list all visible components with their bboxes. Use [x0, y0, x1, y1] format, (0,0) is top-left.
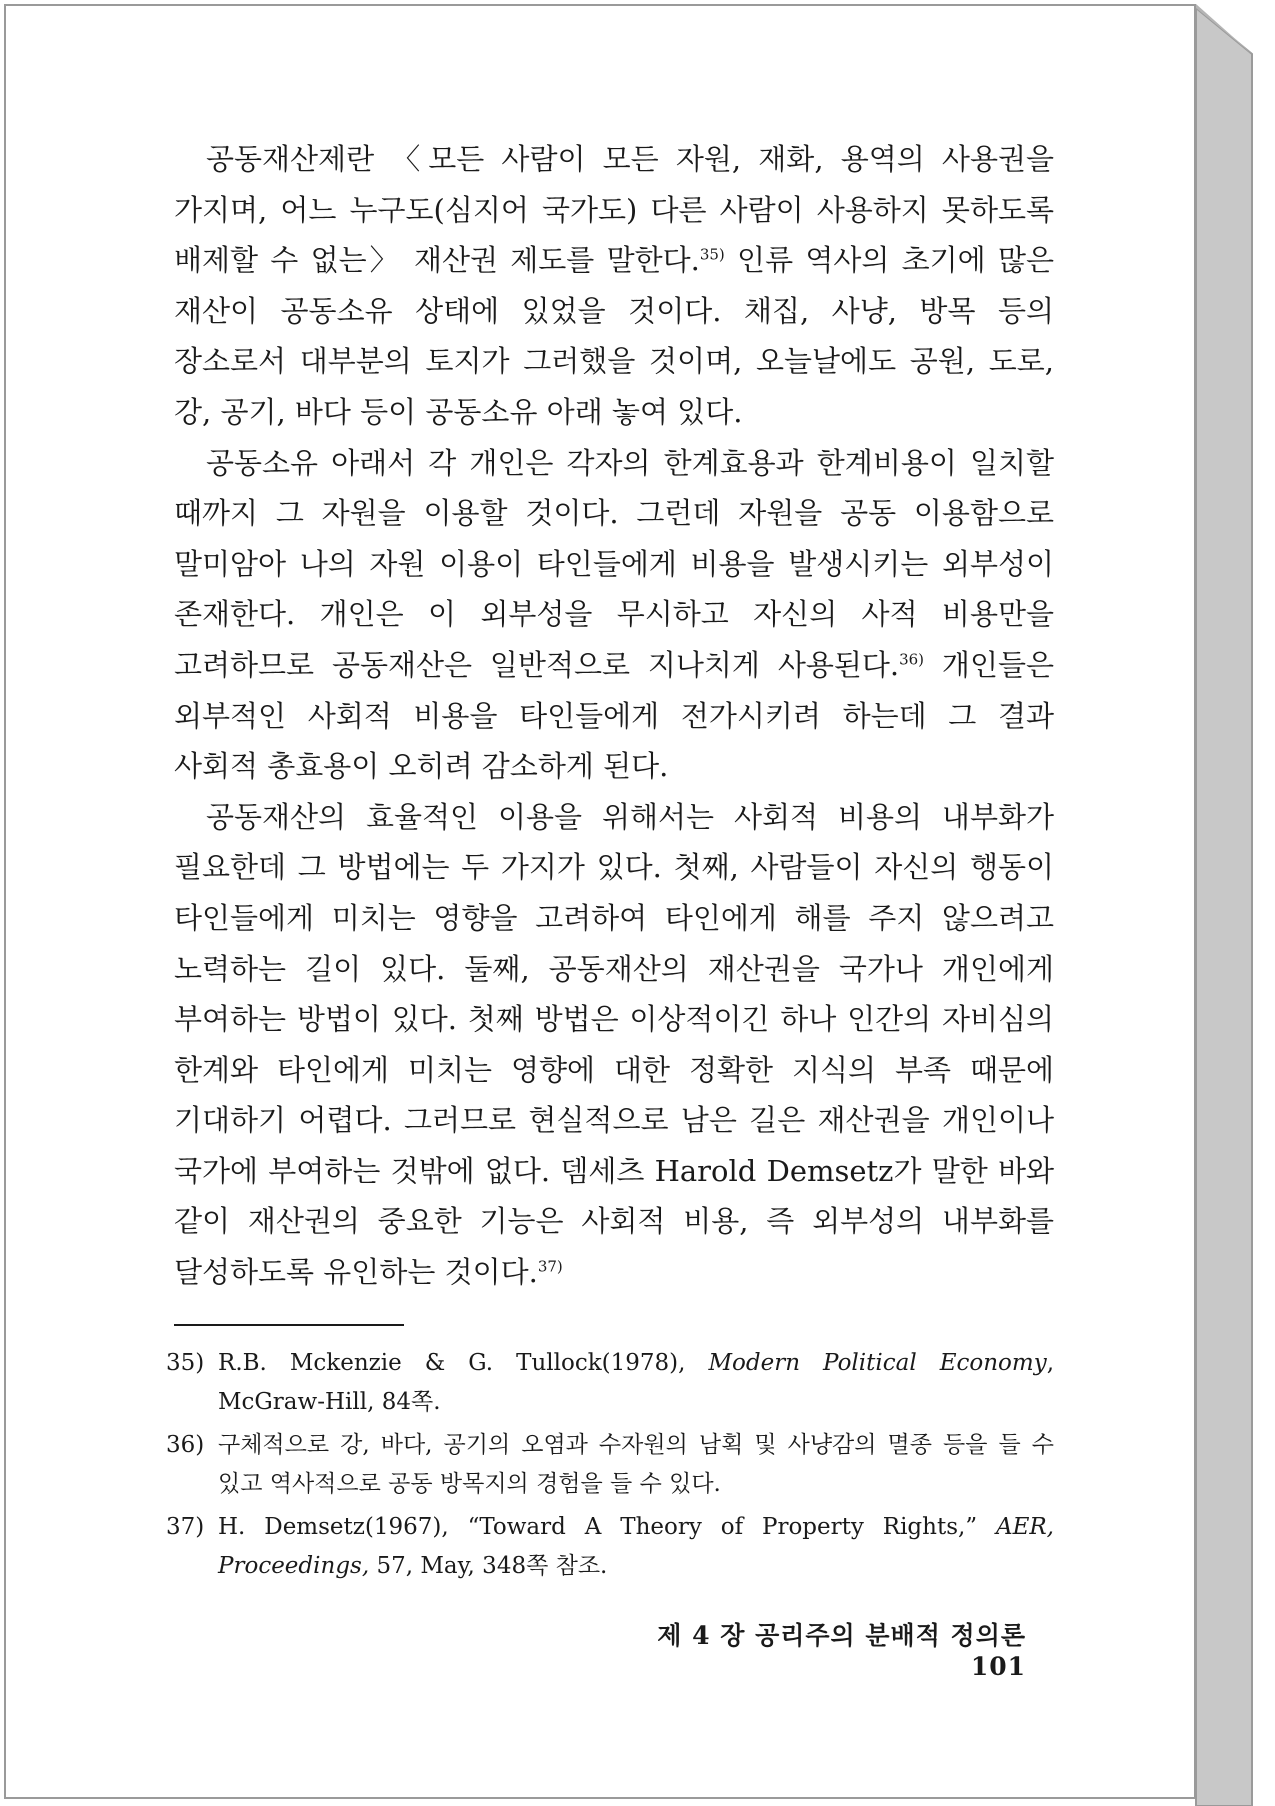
- footnote-text: R.B. Mckenzie & G. Tullock(1978),: [218, 1349, 709, 1376]
- paragraph-text-cont: 개인들은 외부적인 사회적 비용을 타인들에게 전가시키려 하는데 그 결과 사회적 총효용이 오히려 감소하게 된다.: [174, 647, 1054, 784]
- footnote-divider: [174, 1324, 404, 1326]
- footnote-ref-37[interactable]: 37): [537, 1257, 563, 1276]
- paragraph-2: [174, 438, 1054, 792]
- footnote-title: AER, Proceedings,: [218, 1513, 1054, 1579]
- footnote-title: Modern Political Economy: [708, 1349, 1047, 1376]
- footnote-text-cont: , McGraw-Hill, 84쪽.: [218, 1349, 1055, 1415]
- footnote-35: [166, 1344, 1055, 1422]
- running-footer: [606, 1616, 1026, 1681]
- footnote-number: 36): [166, 1431, 205, 1458]
- footnote-text: 구체적으로 강, 바다, 공기의 오염과 수자원의 남획 및 사냥감의 멸종 등을 들 수 있고 역사적으로 공동 방목지의 경험을 들 수 있다.: [218, 1431, 1054, 1497]
- footnote-text-cont: 57, May, 348쪽 참조.: [369, 1552, 608, 1579]
- footnote-number: 35): [166, 1349, 205, 1376]
- paragraph-text-cont: 인류 역사의 초기에 많은 재산이 공동소유 상태에 있었을 것이다. 채집, 사냥, 방목 등의 장소로서 대부분의 토지가 그러했을 것이며, 오늘날에도 공원, 도로, 강, 공기, 바다 등이 공동소유 아래 놓여 있다.: [174, 243, 1054, 429]
- footnotes: [166, 1344, 1055, 1586]
- paragraph-1: [174, 134, 1054, 438]
- footnote-37: [166, 1508, 1054, 1586]
- chapter-title: 제 4 장 공리주의 분배적 정의론: [657, 1621, 1026, 1650]
- paragraph-text: 공동재산제란 〈모든 사람이 모든 자원, 재화, 용역의 사용권을 가지며, 어느 누구도(심지어 국가도) 다른 사람이 사용하지 못하도록 배제할 수 없는〉 재산권 제도를 말한다.: [174, 142, 1054, 278]
- footnote-text: H. Demsetz(1967), “Toward A Theory of Property Rights,”: [218, 1513, 996, 1540]
- footnote-ref-35[interactable]: 35): [699, 245, 725, 264]
- paragraph-3: [174, 792, 1054, 1298]
- book-page: [4, 4, 1196, 1799]
- paragraph-text: 공동소유 아래서 각 개인은 각자의 한계효용과 한계비용이 일치할 때까지 그 자원을 이용할 것이다. 그런데 자원을 공동 이용함으로 말미암아 나의 자원 이용이 타인들에게 비용을 발생시키는 외부성이 존재한다. 개인은 이 외부성을 무시하고 자신의 사적 비용만을 고려하므로 공동재산은 일반적으로 지나치게 사용된다.: [174, 445, 1054, 682]
- page-body: [166, 134, 1055, 1590]
- footnote-36: [166, 1426, 1054, 1504]
- spine-face: [1196, 8, 1252, 1806]
- footnote-number: 37): [166, 1513, 205, 1540]
- paragraph-text: 공동재산의 효율적인 이용을 위해서는 사회적 비용의 내부화가 필요한데 그 방법에는 두 가지가 있다. 첫째, 사람들이 자신의 행동이 타인들에게 미치는 영향을 고려하여 타인에게 해를 주지 않으려고 노력하는 길이 있다. 둘째, 공동재산의 재산권을 국가나 개인에게 부여하는 방법이 있다. 첫째 방법은 이상적이긴 하나 인간의 자비심의 한계와 타인에게 미치는 영향에 대한 정확한 지식의 부족 때문에 기대하기 어렵다. 그러므로 현실적으로 남은 길은 재산권을 개인이나 국가에 부여하는 것밖에 없다. 뎀세츠 Harold Demsetz가 말한 바와 같이 재산권의 중요한 기능은 사회적 비용, 즉 외부성의 내부화를 달성하도록 유인하는 것이다.: [174, 799, 1054, 1290]
- footnote-ref-36[interactable]: 36): [899, 650, 925, 669]
- page-number: 101: [970, 1652, 1026, 1681]
